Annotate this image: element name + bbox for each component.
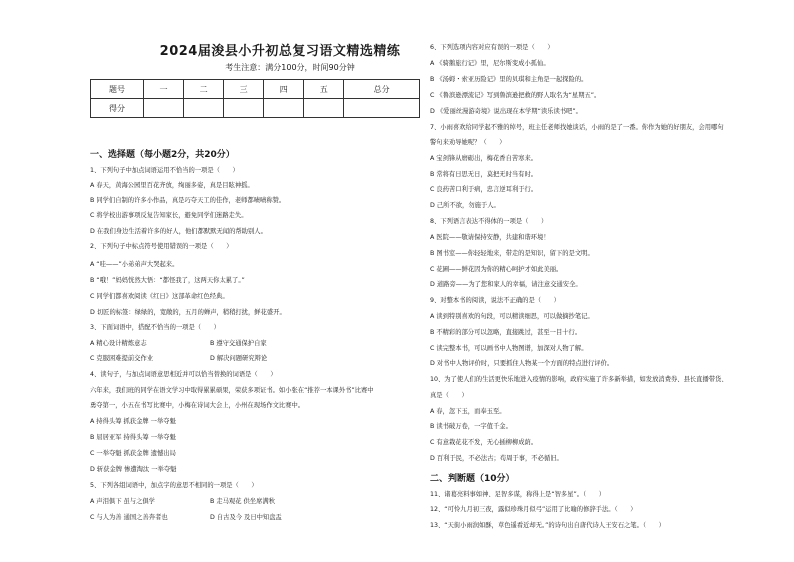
question-line: 1、下列句子中加点词语运用不恰当的一项是（ ） bbox=[90, 167, 239, 174]
question-line: 9、对整本书的阅读，说法不正确的是（ ） bbox=[430, 297, 560, 304]
option-line: A “哇——”小弟弟声大哭起来。 bbox=[90, 261, 179, 268]
option-line: A 宝剑锋从磨砺出，梅花香自苦寒来。 bbox=[430, 155, 538, 162]
option-line: B 屈居亚军 持得头筹 一举夺魁 bbox=[90, 434, 176, 441]
option-line: D 在我们身边生活着许多的好人，他们都默默无闻的帮助别人。 bbox=[90, 228, 267, 235]
option-line: D 己所不欲，勿施于人。 bbox=[430, 202, 500, 209]
option-line: B 同学们自制的许多小作品，真是巧夺天工的佳作，老师都啧啧称赞。 bbox=[90, 197, 286, 204]
option-line: A 《骑鹅旅行记》里，尼尔斯变成小孤仙。 bbox=[430, 60, 550, 67]
passage-line: 六年来，我们班的同学在语文学习中取得累累硕果，荣获多项证书。如小张在“推荐一本课外书”比赛中 bbox=[90, 387, 374, 394]
option-line: C 将学校出游事项反复告知家长，避免同学们迷路走失。 bbox=[90, 212, 248, 219]
option-line: C 良药苦口利于病，忠言逆耳利于行。 bbox=[430, 186, 538, 193]
score-input-cell[interactable] bbox=[264, 99, 304, 118]
score-table-header-row bbox=[91, 80, 420, 99]
option-line: A 声泪俱下 虽与之俱学 bbox=[90, 498, 155, 505]
option-line: C 克服困难提前交作业 bbox=[90, 355, 154, 362]
option-line: B 常将有日思无日，莫把无时当有时。 bbox=[430, 171, 538, 178]
score-input-cell[interactable] bbox=[144, 99, 184, 118]
score-input-cell[interactable] bbox=[304, 99, 344, 118]
option-line: B 读书破万卷，一字值千金。 bbox=[430, 423, 512, 430]
question-line: 8、下列语言表达不得体的一项是（ ） bbox=[430, 218, 548, 225]
option-line: A 持得头筹 抓获金牌 一举夺魁 bbox=[90, 418, 176, 425]
option-line: C 花圃——鲜花因为你的精心呵护才如此美丽。 bbox=[430, 266, 563, 273]
option-line: D 《爱丽丝漫游奇境》说出现在本学期“读乐读书吧”。 bbox=[430, 108, 582, 115]
passage-line: 勇夺第一，小五在书写比赛中，小梅在诗词大会上，小州在现场作文比赛中。 bbox=[90, 402, 305, 409]
score-input-cell[interactable] bbox=[344, 99, 420, 118]
score-table-score-row bbox=[91, 99, 420, 118]
question-line: 5、下列各组词语中，加点字的意思不相同的一项是（ ） bbox=[90, 482, 258, 489]
option-row bbox=[90, 514, 282, 522]
option-line: B 图书室——你轻轻地来，带走的是知识，留下的是文明。 bbox=[430, 250, 594, 257]
score-cell: 二 bbox=[184, 80, 224, 99]
option-line: A 春，忽下玉，而奉玉至。 bbox=[430, 408, 506, 415]
option-line: D 对书中人物评价时，只要抓住人物某一个方面的特点进行评价。 bbox=[430, 360, 614, 367]
score-cell: 四 bbox=[264, 80, 304, 99]
option-line: C 有意栽花花不发，无心插柳柳成荫。 bbox=[430, 439, 538, 446]
question-line: 2、下列句子中标点符号使用错误的一项是（ ） bbox=[90, 243, 233, 250]
option-row bbox=[90, 340, 267, 348]
option-line: C 读完整本书，可以画书中人物图谱，加深对人物了解。 bbox=[430, 345, 588, 352]
option-line: B 《汤姆・索亚历险记》里的贝琪和主角是一起探险的。 bbox=[430, 76, 588, 83]
question-line: 12、“可怜九月初三夜，露似珍珠月似弓”运用了比喻的修辞手法。（ ） bbox=[430, 506, 637, 513]
score-cell: 五 bbox=[304, 80, 344, 99]
option-row bbox=[90, 355, 268, 363]
question-line: 4、读句子，与加点词语意思相近并可以恰当替换的词语是（ ） bbox=[90, 371, 277, 378]
score-cell: 三 bbox=[224, 80, 264, 99]
section-heading-judge: 二、判断题（10分） bbox=[430, 474, 515, 484]
option-line: C 同学们都喜欢阅读《红日》这部革命红色经典。 bbox=[90, 293, 229, 300]
option-line: D 自古及今 及日中知盘盂 bbox=[210, 514, 282, 521]
option-line: A 读到特别喜欢的句段，可以精读细思，可以做摘抄笔记。 bbox=[430, 313, 594, 320]
option-row bbox=[90, 498, 275, 506]
score-cell: 题号 bbox=[91, 80, 144, 99]
score-table bbox=[90, 79, 420, 118]
option-line: D 斩获金牌 惨遭淘汰 一举夺魁 bbox=[90, 466, 177, 473]
option-line: B “哦！”妈妈恍然大悟：“都怪我了，这两天你太累了。” bbox=[90, 277, 245, 284]
score-input-cell[interactable] bbox=[224, 99, 264, 118]
exam-notice: 考生注意：满分100分，时间90分钟 bbox=[225, 63, 355, 72]
score-input-cell[interactable] bbox=[184, 99, 224, 118]
question-line: 警句来劝导她呢？（ ） bbox=[430, 139, 506, 146]
option-line: C 一举夺魁 抓获金牌 遗憾出局 bbox=[90, 450, 176, 457]
option-line: D 切匠的标签：绿绿的，宽敞的，五月的蝉声，稍稍打扰，鲜花盛开。 bbox=[90, 309, 286, 316]
option-line: A 精心设计精炼意志 bbox=[90, 340, 147, 347]
option-line: D 百利于民，不必法古；苟周于事，不必循旧。 bbox=[430, 455, 563, 462]
question-line: 真是（ ） bbox=[430, 392, 468, 399]
page-title: 2024届浚县小升初总复习语文精选精练 bbox=[159, 44, 401, 59]
section-heading-choice: 一、选择题（每小题2分，共20分） bbox=[90, 150, 235, 160]
score-cell: 一 bbox=[144, 80, 184, 99]
question-line: 3、下面词语中，搭配不恰当的一项是（ ） bbox=[90, 324, 220, 331]
score-cell: 得分 bbox=[91, 99, 144, 118]
question-line: 10、为了使人们的生活更快乐地进入疫情的影响，政府实施了许多新举措，如发放消费券、县长直播带货、 bbox=[430, 376, 728, 383]
option-line: A 春天，黄海公园里百花齐放，绚丽多姿，真是目眩神摇。 bbox=[90, 182, 254, 189]
option-line: B 走马观花 供坐席满秋 bbox=[210, 498, 275, 505]
question-line: 6、下列选项内容对应有误的一项是（ ） bbox=[430, 44, 554, 51]
option-line: D 道路旁——为了您和家人的幸福，请注意交通安全。 bbox=[430, 281, 582, 288]
question-line: 7、小雨喜欢给同学起不雅的绰号，班主任老师找她谈话，小雨的是了一番。你作为她的好朋友，会用哪句 bbox=[430, 124, 724, 131]
option-line: D 解决问题研究辩论 bbox=[210, 355, 268, 362]
question-line: 11、诸葛亮料事如神、足智多谋，称得上是“智多星”。（ ） bbox=[430, 491, 606, 498]
option-line: B 遵守交通保护自家 bbox=[210, 340, 267, 347]
option-line: C 《鲁滨逊漂流记》写到鲁滨逊把救的野人取名为“星期五”。 bbox=[430, 92, 601, 99]
option-line: B 不精彩的部分可以忽略，直接跳过，甚至一目十行。 bbox=[430, 329, 582, 336]
score-cell: 总分 bbox=[344, 80, 420, 99]
option-line: C 与人为善 通国之善奔者也 bbox=[90, 514, 168, 521]
option-line: A 医院——敬请保持安静，共建和谐环境！ bbox=[430, 234, 550, 241]
question-line: 13、“天街小雨润如酥，草色遥看近却无。”的诗句出自唐代诗人王安石之笔。（ ） bbox=[430, 522, 665, 529]
